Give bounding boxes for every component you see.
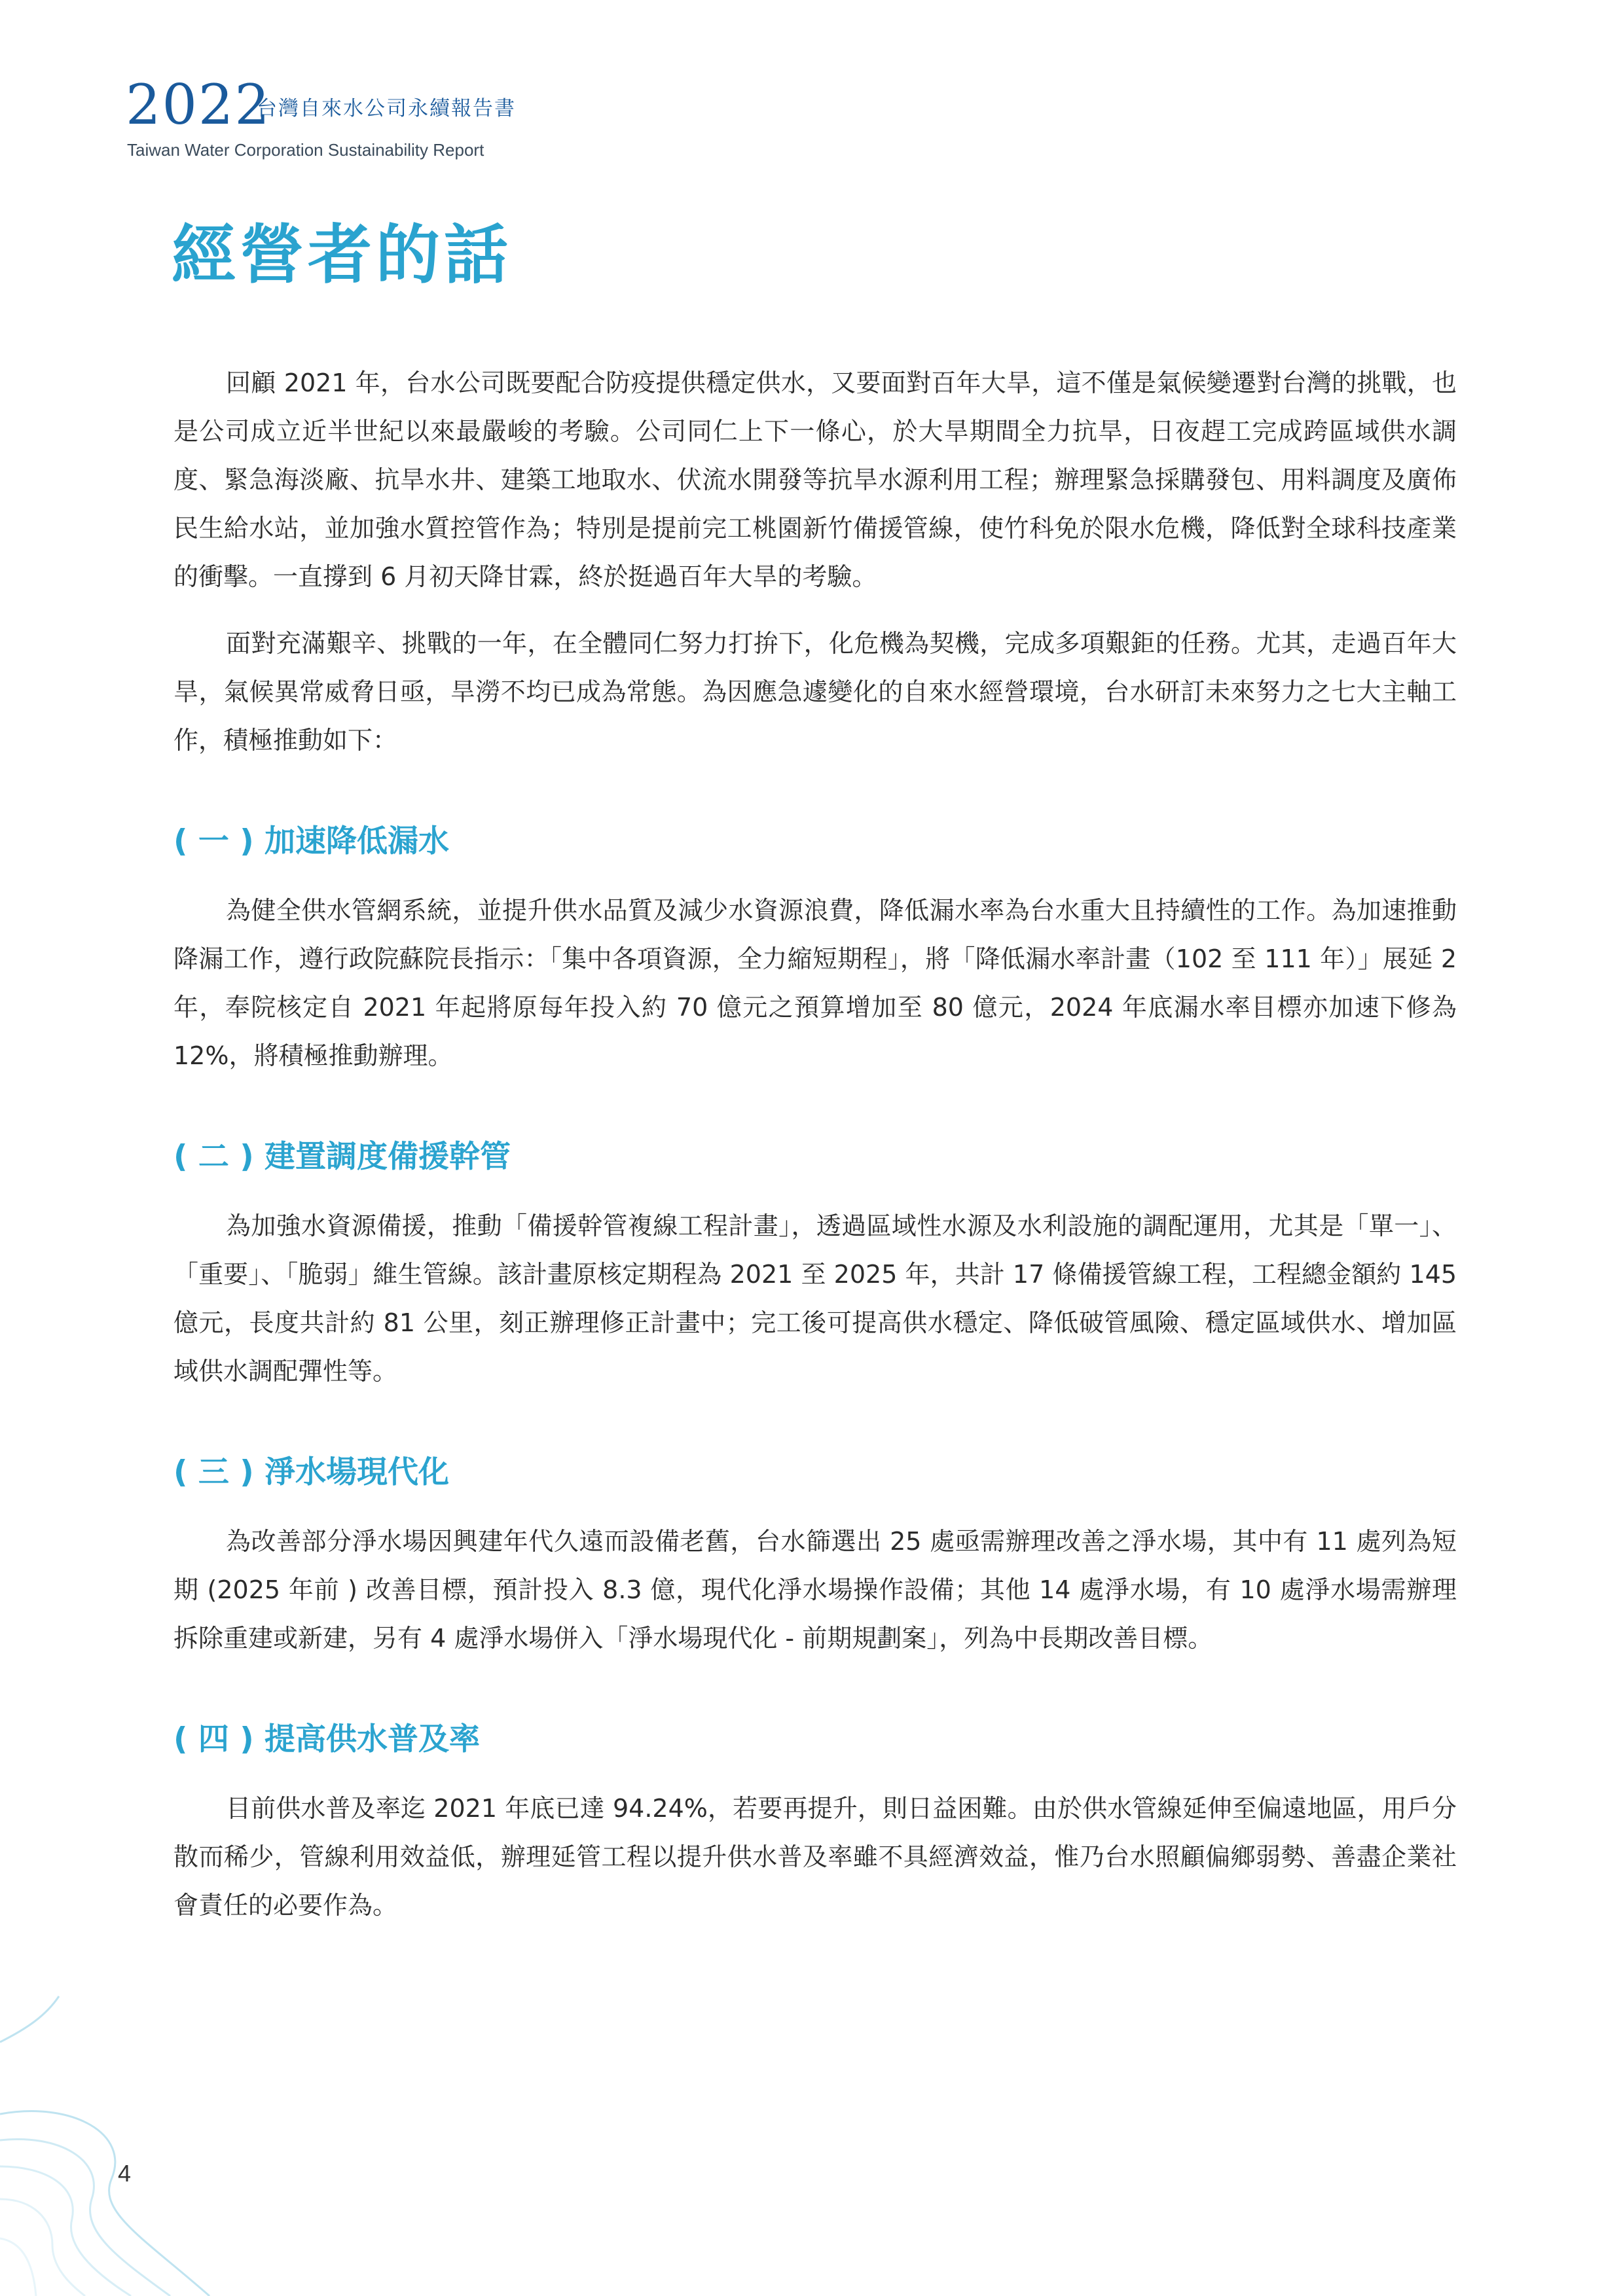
intro-paragraph-1: 回顧 2021 年，台水公司既要配合防疫提供穩定供水，又要面對百年大旱，這不僅是氣候變遷對台灣的挑戰，也是公司成立近半世紀以來最嚴峻的考驗。公司同仁上下一條心，於大旱期間全力抗旱，日夜趕工完成跨區域供水調度、緊急海淡廠、抗旱水井、建築工地取水、伏流水開發等抗旱水源利用工程；辦理緊急採購發包、用料調度及廣佈民生給水站，並加強水質控管作為；特別是提前完工桃園新竹備援管線，使竹科免於限水危機，降低對全球科技產業的衝擊。一直撐到 6 月初天降甘霖，終於挺過百年大旱的考驗。 [173,368,1457,591]
section-heading-2: ( 二 ) 建置調度備援幹管 [173,1139,511,1175]
section-text-1: 為健全供水管網系統，並提升供水品質及減少水資源浪費，降低漏水率為台水重大且持續性的工作。為加速推動降漏工作，遵行政院蘇院長指示：「集中各項資源，全力縮短期程」，將「降低漏水率計畫（102 至 111 年）」展延 2 年，奉院核定自 2021 年起將原每年投入約 70 億元之預算增加至 80 億元，2024 年底漏水率目標亦加速下修為 12%，將積極推動辦理。 [173,896,1457,1070]
report-title-en: Taiwan Water Corporation Sustainability Report [127,140,484,160]
report-header [126,73,715,165]
report-title-zh: 台灣自來水公司永續報告書 [257,97,516,120]
page-title: 經營者的話 [172,218,513,293]
section-text-2: 為加強水資源備援，推動「備援幹管複線工程計畫」，透過區域性水源及水利設施的調配運用，尤其是「單一」、「重要」、「脆弱」維生管線。該計畫原核定期程為 2021 至 2025 年，共計 17 條備援管線工程，工程總金額約 145 億元，長度共計約 81 公里，刻正辦理修正計畫中；完工後可提高供水穩定、降低破管風險、穩定區域供水、增加區域供水調配彈性等。 [173,1211,1457,1386]
decorative-wave-lines [0,1950,327,2296]
page-number: 4 [118,2160,132,2187]
main-content [173,359,1457,1929]
section-heading-1: ( 一 ) 加速降低漏水 [173,823,450,859]
section-heading-3: ( 三 ) 淨水場現代化 [173,1454,450,1490]
section-heading-4: ( 四 ) 提高供水普及率 [173,1721,481,1757]
intro-paragraph-2: 面對充滿艱辛、挑戰的一年，在全體同仁努力打拚下，化危機為契機，完成多項艱鉅的任務。尤其，走過百年大旱，氣候異常威脅日亟，旱澇不均已成為常態。為因應急遽變化的自來水經營環境，台水研訂未來努力之七大主軸工作，積極推動如下： [173,629,1457,755]
section-text-4: 目前供水普及率迄 2021 年底已達 94.24%，若要再提升，則日益困難。由於供水管線延伸至偏遠地區，用戶分散而稀少，管線利用效益低，辦理延管工程以提升供水普及率雖不具經濟效益，惟乃台水照顧偏鄉弱勢、善盡企業社會責任的必要作為。 [173,1794,1457,1920]
section-text-3: 為改善部分淨水場因興建年代久遠而設備老舊，台水篩選出 25 處亟需辦理改善之淨水場，其中有 11 處列為短期 (2025 年前 ) 改善目標，預計投入 8.3 億，現代化淨水場操作設備；其他 14 處淨水場，有 10 處淨水場需辦理拆除重建或新建，另有 4 處淨水場併入「淨水場現代化 - 前期規劃案」，列為中長期改善目標。 [173,1527,1457,1653]
report-year: 2022 [126,73,271,137]
